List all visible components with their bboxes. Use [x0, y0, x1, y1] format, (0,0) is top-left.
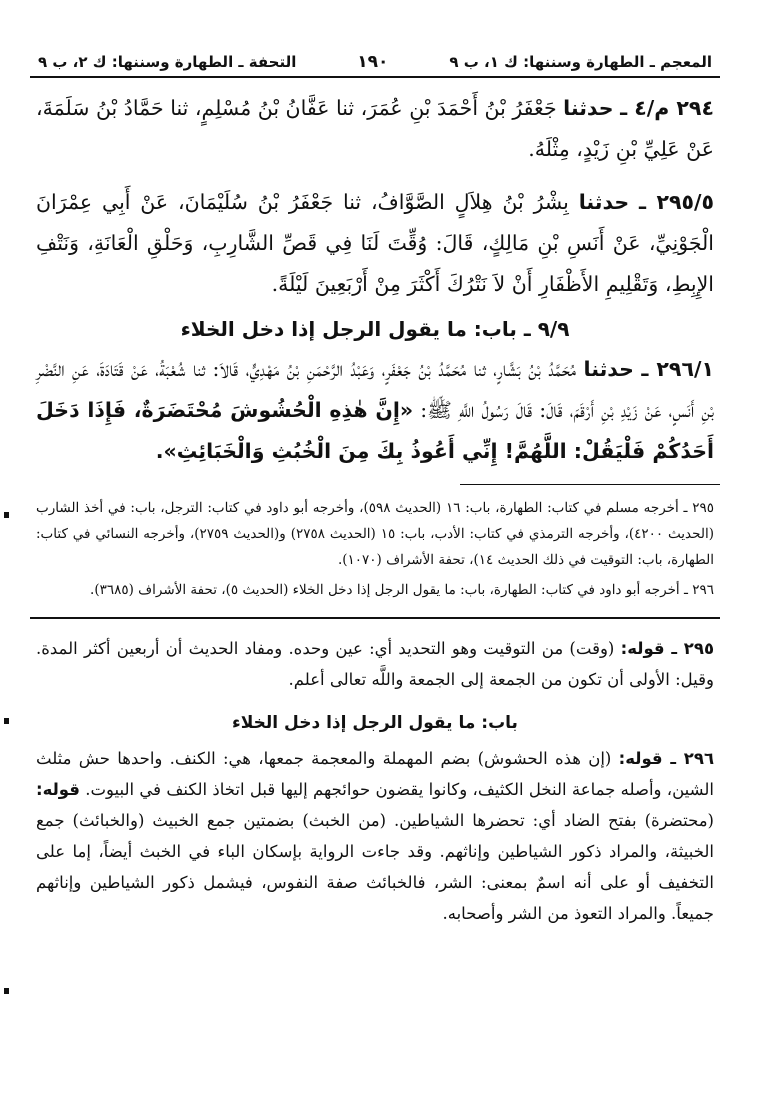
hadith-number: ٢٩٥/٥ ـ — [638, 190, 714, 214]
hadith-matn: «إِنَّ هٰذِهِ الْحُشُوشَ مُحْتَضَرَةٌ، فَإِذَا دَخَلَ أَحَدُكُمْ فَلْيَقُلْ: اللَّهُمَّ! إِنِّي أَعُوذُ بِكَ مِنَ الْخُبُثِ وَالْخَبَائِثِ». — [36, 398, 714, 463]
hadith-isnad: مُحَمَّدُ بْنُ بَشَّارٍ، ثنا مُحَمَّدُ بْنُ جَعْفَرٍ، وَعَبْدُ الرَّحْمَنِ بْنُ مَهْدِيٍّ، قَالاَ: ثنا شُعْبَةُ، عَنْ قَتَادَةَ، عَنِ النَّضْرِ بْنِ أَنَسٍ، عَنْ زَيْدِ بْنِ أَرْقَمَ، قَالَ: قَالَ رَسُولُ اللَّهِ ﷺ: — [36, 357, 714, 422]
footnote-296: ٢٩٦ ـ أخرجه أبو داود في كتاب: الطهارة، باب: ما يقول الرجل إذا دخل الخلاء (الحديث ٥)، تحفة الأشراف (٣٦٨٥). — [90, 582, 714, 598]
margin-mark — [4, 988, 9, 994]
footnotes — [36, 495, 714, 603]
commentary-text-a: (إن هذه الحشوش) بضم المهملة والمعجمة جمعها، هي: الكنف. واحدها حش مثلث الشين، وأصله جماعة النخل الكثيف، وكانوا يقضون حوائجهم إليها قبل اتخاذ الكنف في البيوت. — [36, 749, 714, 799]
hadith-lead: حدثنا — [578, 190, 630, 214]
main-text — [30, 78, 720, 472]
hadith-294 — [36, 88, 714, 170]
running-header — [30, 52, 720, 78]
page-number: ١٩٠ — [357, 52, 389, 72]
chapter-number: ٩/٩ ـ — [523, 317, 570, 341]
footnote-295: ٢٩٥ ـ أخرجه مسلم في كتاب: الطهارة، باب: ١٦ (الحديث ٥٩٨)، وأخرجه أبو داود في كتاب: الترجل، باب: في أخذ الشارب (الحديث ٤٢٠٠)، وأخرجه الترمذي في كتاب: الأدب، باب: ١٥ (الحديث ٢٧٥٨) و(الحديث ٢٧٥٩)، وأخرجه النسائي في كتاب: الطهارة، باب: التوقيت في ذلك الحديث ١٤)، تحفة الأشراف (١٠٧٠). — [36, 500, 714, 568]
chapter-heading — [30, 317, 720, 341]
hadith-number: ٢٩٦/١ ـ — [641, 357, 714, 381]
header-left-reference: التحفة ـ الطهارة وسننها: ك ٢، ب ٩ — [38, 53, 297, 71]
hadith-text: بِشْرُ بْنُ هِلاَلٍ الصَّوَّافُ، ثنا جَعْفَرُ بْنُ سُلَيْمَانَ، عَنْ أَبِي عِمْرَانَ الْجَوْنِيِّ، عَنْ أَنَسِ بْنِ مَالِكٍ، قَالَ: وُقِّتَ لَنَا فِي قَصِّ الشَّارِبِ، وَحَلْقِ الْعَانَةِ، وَنَتْفِ الإِبِطِ، وَتَقْلِيمِ الأَظْفَارِ أَنْ لاَ نَتْرُكَ أَكْثَرَ مِنْ أَرْبَعِينَ لَيْلَةً. — [36, 190, 714, 296]
chapter-title: باب: ما يقول الرجل إذا دخل الخلاء — [180, 317, 517, 341]
footnote-rule — [460, 484, 720, 485]
commentary-separator — [30, 617, 720, 619]
hadith-295 — [36, 182, 714, 305]
commentary-295 — [36, 633, 714, 695]
commentary-label: ٢٩٦ ـ قوله: — [618, 749, 715, 768]
commentary-text: (وقت) من التوقيت وهو التحديد أي: عين وحده. ومفاد الحديث أن أربعين أكثر المدة. وقيل: الأولى أن تكون من الجمعة إلى الجمعة واللَّه تعالى أعلم. — [36, 639, 714, 689]
hadith-lead: حدثنا — [563, 96, 614, 120]
margin-mark — [4, 718, 9, 724]
book-page — [30, 52, 720, 929]
hadith-296 — [36, 349, 714, 472]
hadith-number: ٢٩٤ م/٤ ـ — [620, 96, 714, 120]
hadith-text: جَعْفَرُ بْنُ أَحْمَدَ بْنِ عُمَرَ، ثنا عَفَّانُ بْنُ مُسْلِمٍ، ثنا حَمَّادُ بْنُ سَلَمَةَ، عَنْ عَلِيِّ بْنِ زَيْدٍ، مِثْلَهُ. — [36, 96, 714, 161]
commentary-label: ٢٩٥ ـ قوله: — [620, 639, 715, 658]
margin-mark — [4, 512, 9, 518]
header-right-reference: المعجم ـ الطهارة وسننها: ك ١، ب ٩ — [449, 53, 712, 71]
commentary-label-2: قوله: — [36, 780, 80, 799]
commentary-subheading: باب: ما يقول الرجل إذا دخل الخلاء — [232, 713, 518, 733]
commentary-296 — [36, 743, 714, 929]
hadith-lead: حدثنا — [583, 357, 634, 381]
commentary-text-b: (محتضرة) بفتح الضاد أي: تحضرها الشياطين. (من الخبث) بضمتين جمع الخبيث (والخبائث) جمع الخبيثة، والمراد ذكور الشياطين وإناثهم. وقد جاءت الرواية بإسكان الباء في الخبث أيضاً، إما على التخفيف أو على أنه اسمٌ بمعنى: الشر، فالخبائث صفة النفوس، فيشمل ذكور الشياطين وإناثهم جميعاً. والمراد التعوذ من الشر وأصحابه. — [36, 811, 714, 923]
